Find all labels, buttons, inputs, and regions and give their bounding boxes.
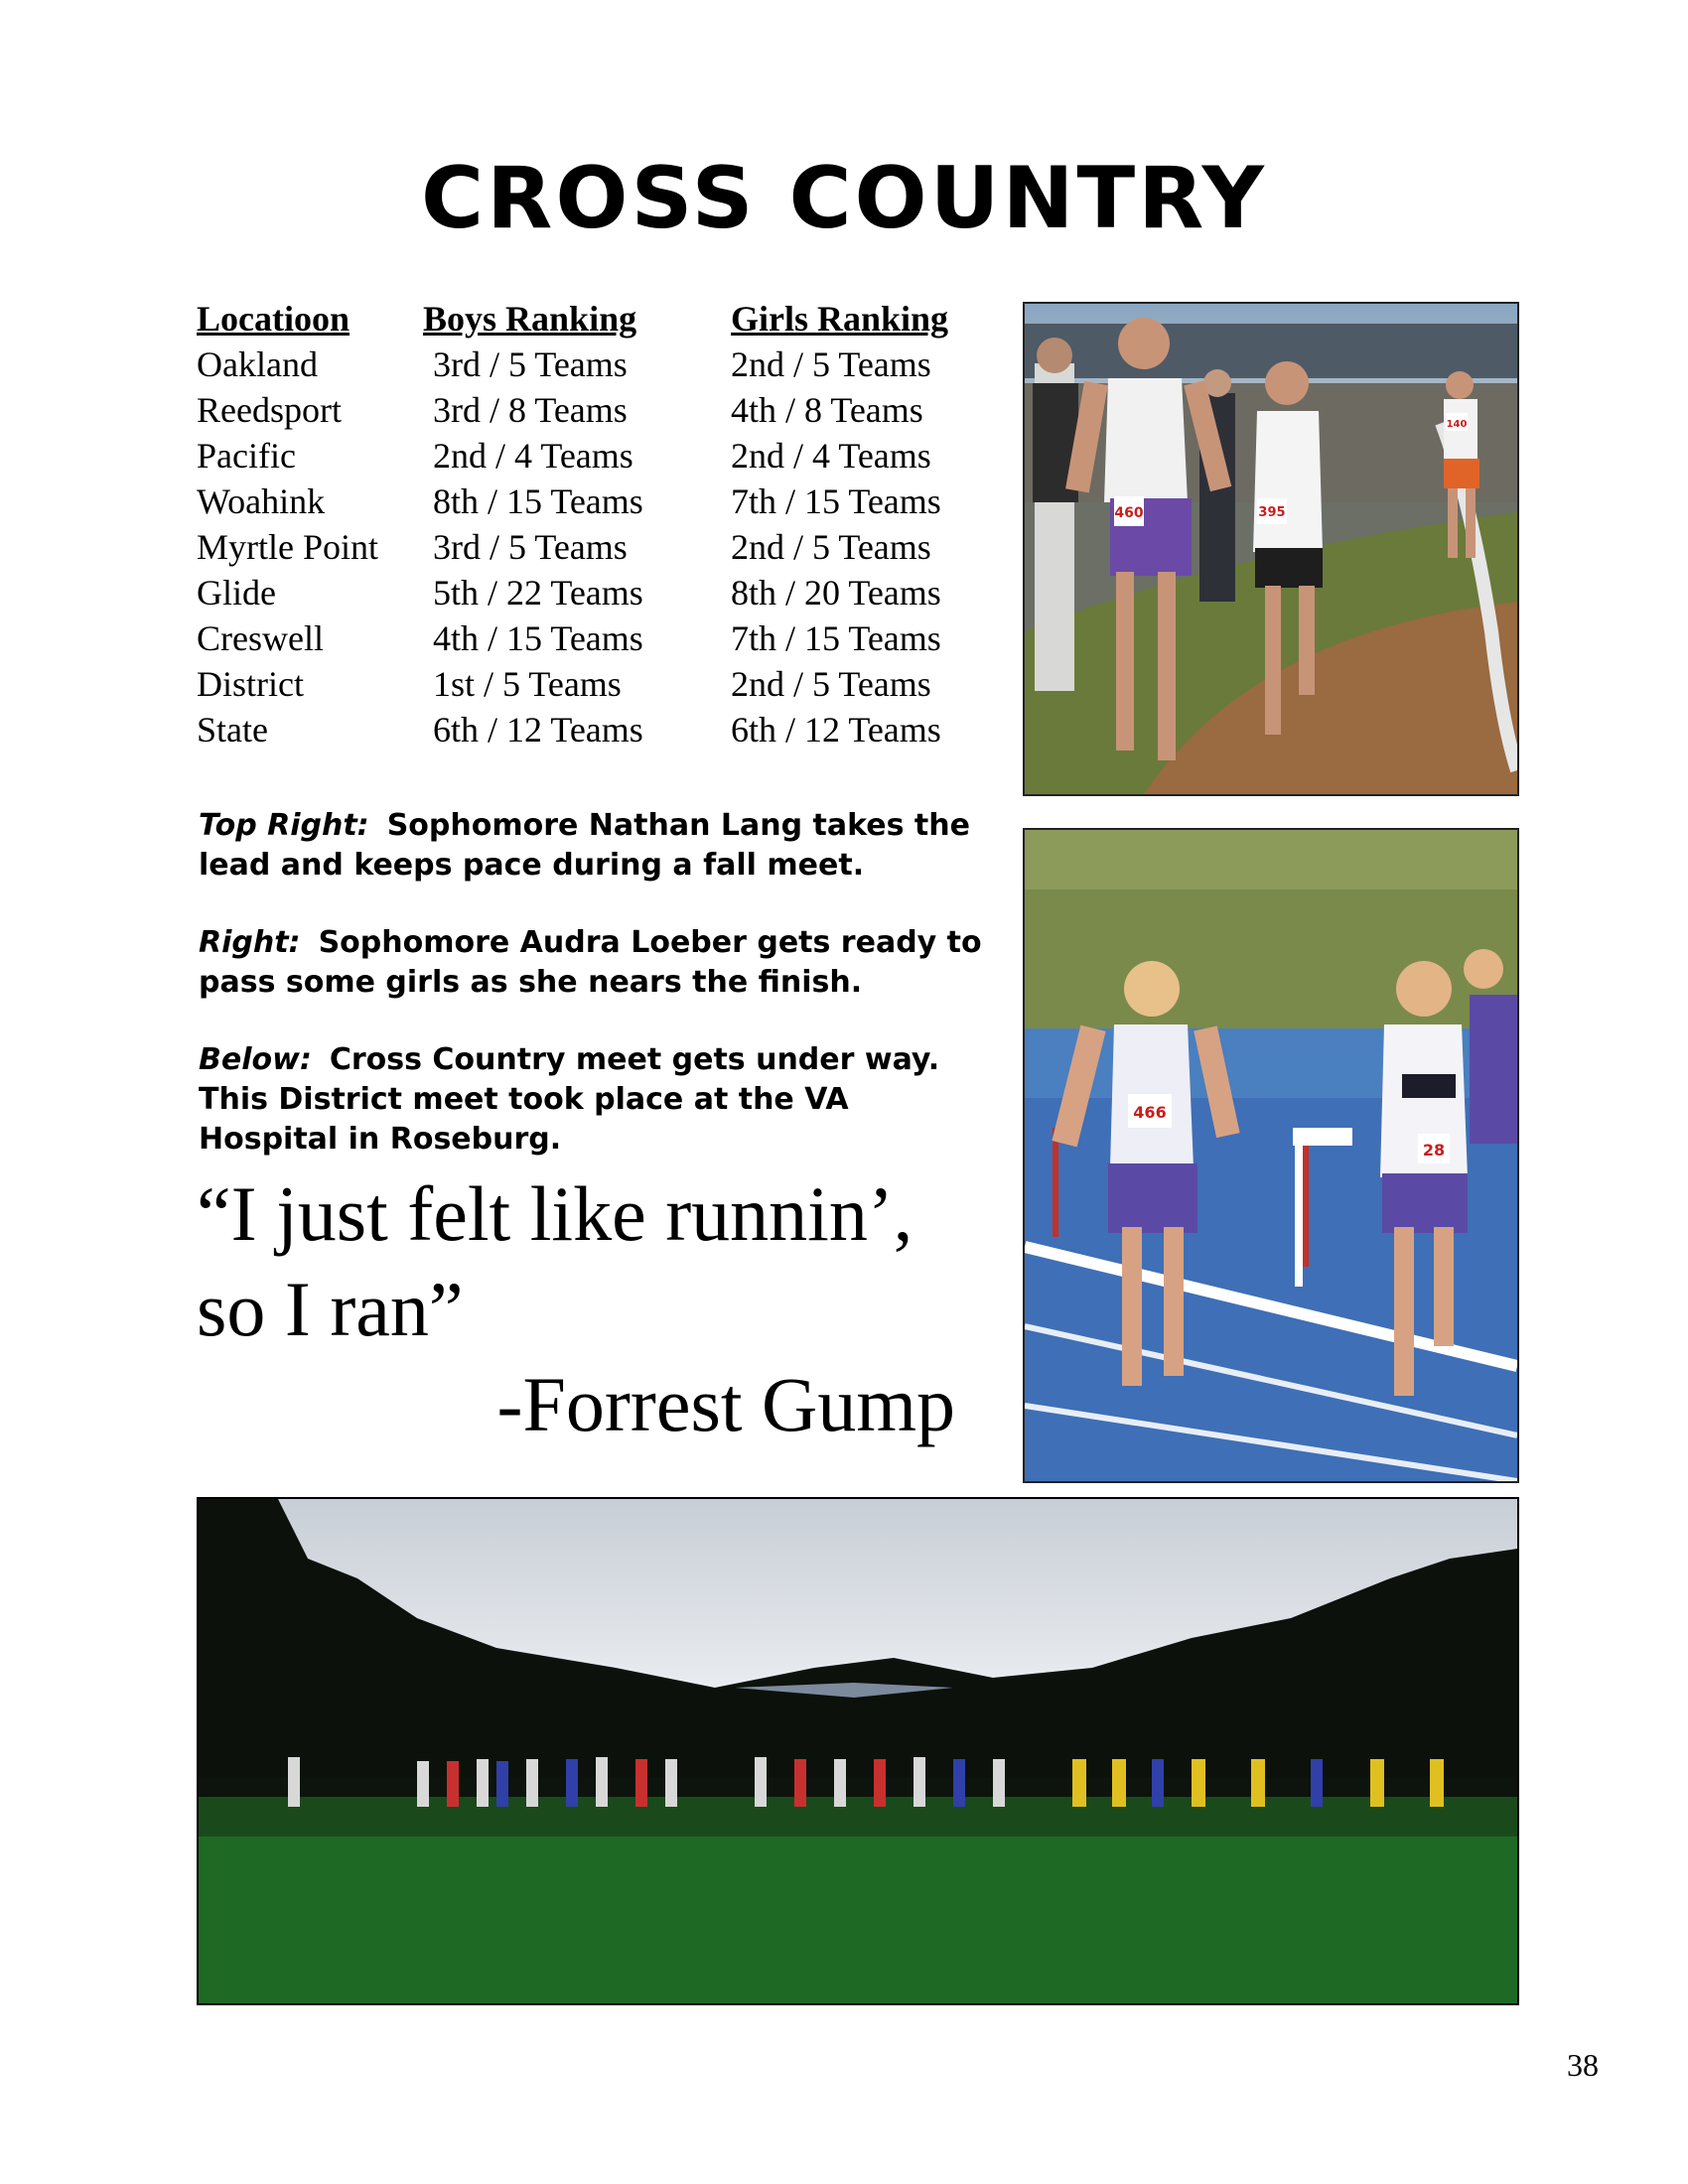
location-cell: Woahink xyxy=(197,481,326,521)
caption-below xyxy=(199,1040,993,1160)
table-row xyxy=(197,387,991,433)
bib-number: 140 xyxy=(1446,419,1468,430)
girls-ranking-cell: 6th / 12 Teams xyxy=(731,710,941,750)
boys-ranking-cell: 4th / 15 Teams xyxy=(433,618,643,658)
results-table xyxy=(197,296,991,752)
caption-right xyxy=(199,923,993,1003)
location-cell: Oakland xyxy=(197,344,318,384)
girls-ranking-cell: 2nd / 5 Teams xyxy=(731,664,931,704)
caption-text: Sophomore Audra Loeber gets ready to pass some girls as she nears the finish. xyxy=(199,925,982,1000)
caption-label: Right: xyxy=(199,925,301,960)
table-row xyxy=(197,661,991,707)
caption-label: Top Right: xyxy=(199,808,369,843)
quote-line-2: so I ran” xyxy=(197,1266,464,1352)
location-cell: Glide xyxy=(197,573,276,613)
girls-ranking-cell: 7th / 15 Teams xyxy=(731,481,941,521)
photo-captions xyxy=(199,806,993,1197)
boys-ranking-cell: 3rd / 5 Teams xyxy=(433,527,628,567)
girls-ranking-cell: 2nd / 5 Teams xyxy=(731,527,931,567)
forrest-gump-quote xyxy=(197,1166,991,1452)
location-cell: Pacific xyxy=(197,436,296,476)
results-header-row xyxy=(197,296,991,341)
bib-number: 466 xyxy=(1133,1103,1167,1122)
table-row xyxy=(197,341,991,387)
girls-ranking-cell: 7th / 15 Teams xyxy=(731,618,941,658)
photo-runners-top-right xyxy=(1023,302,1519,796)
location-cell: Myrtle Point xyxy=(197,527,379,567)
caption-text: Sophomore Nathan Lang takes the lead and keeps pace during a fall meet. xyxy=(199,808,970,883)
bib-number: 460 xyxy=(1114,505,1144,521)
quote-attribution: -Forrest Gump xyxy=(496,1361,955,1447)
page-number: 38 xyxy=(1567,2047,1599,2083)
table-row xyxy=(197,433,991,478)
table-row xyxy=(197,707,991,752)
boys-ranking-cell: 3rd / 5 Teams xyxy=(433,344,628,384)
girls-ranking-cell: 8th / 20 Teams xyxy=(731,573,941,613)
boys-ranking-header: Boys Ranking xyxy=(423,299,637,339)
caption-top-right xyxy=(199,806,993,886)
table-row xyxy=(197,524,991,570)
location-cell: State xyxy=(197,710,268,750)
boys-ranking-cell: 8th / 15 Teams xyxy=(433,481,643,521)
table-row xyxy=(197,615,991,661)
bib-number: 395 xyxy=(1258,505,1286,520)
photo-race-start xyxy=(197,1497,1519,2005)
photo-runners-right xyxy=(1023,828,1519,1483)
boys-ranking-cell: 3rd / 8 Teams xyxy=(433,390,628,430)
boys-ranking-cell: 6th / 12 Teams xyxy=(433,710,643,750)
girls-ranking-cell: 2nd / 4 Teams xyxy=(731,436,931,476)
boys-ranking-cell: 2nd / 4 Teams xyxy=(433,436,633,476)
caption-label: Below: xyxy=(199,1042,312,1077)
table-row xyxy=(197,570,991,615)
page-title: CROSS COUNTRY xyxy=(421,149,1267,248)
girls-ranking-header: Girls Ranking xyxy=(731,299,949,339)
location-header: Locatioon xyxy=(197,299,351,339)
location-cell: District xyxy=(197,664,304,704)
bib-number: 28 xyxy=(1422,1141,1446,1160)
quote-line-1: “I just felt like runnin’, xyxy=(197,1170,914,1257)
caption-text: Cross Country meet gets under way. This District meet took place at the VA Hospital in Roseburg. xyxy=(199,1042,940,1157)
boys-ranking-cell: 5th / 22 Teams xyxy=(433,573,643,613)
girls-ranking-cell: 4th / 8 Teams xyxy=(731,390,923,430)
table-row xyxy=(197,478,991,524)
location-cell: Reedsport xyxy=(197,390,342,430)
location-cell: Creswell xyxy=(197,618,324,658)
boys-ranking-cell: 1st / 5 Teams xyxy=(433,664,622,704)
girls-ranking-cell: 2nd / 5 Teams xyxy=(731,344,931,384)
